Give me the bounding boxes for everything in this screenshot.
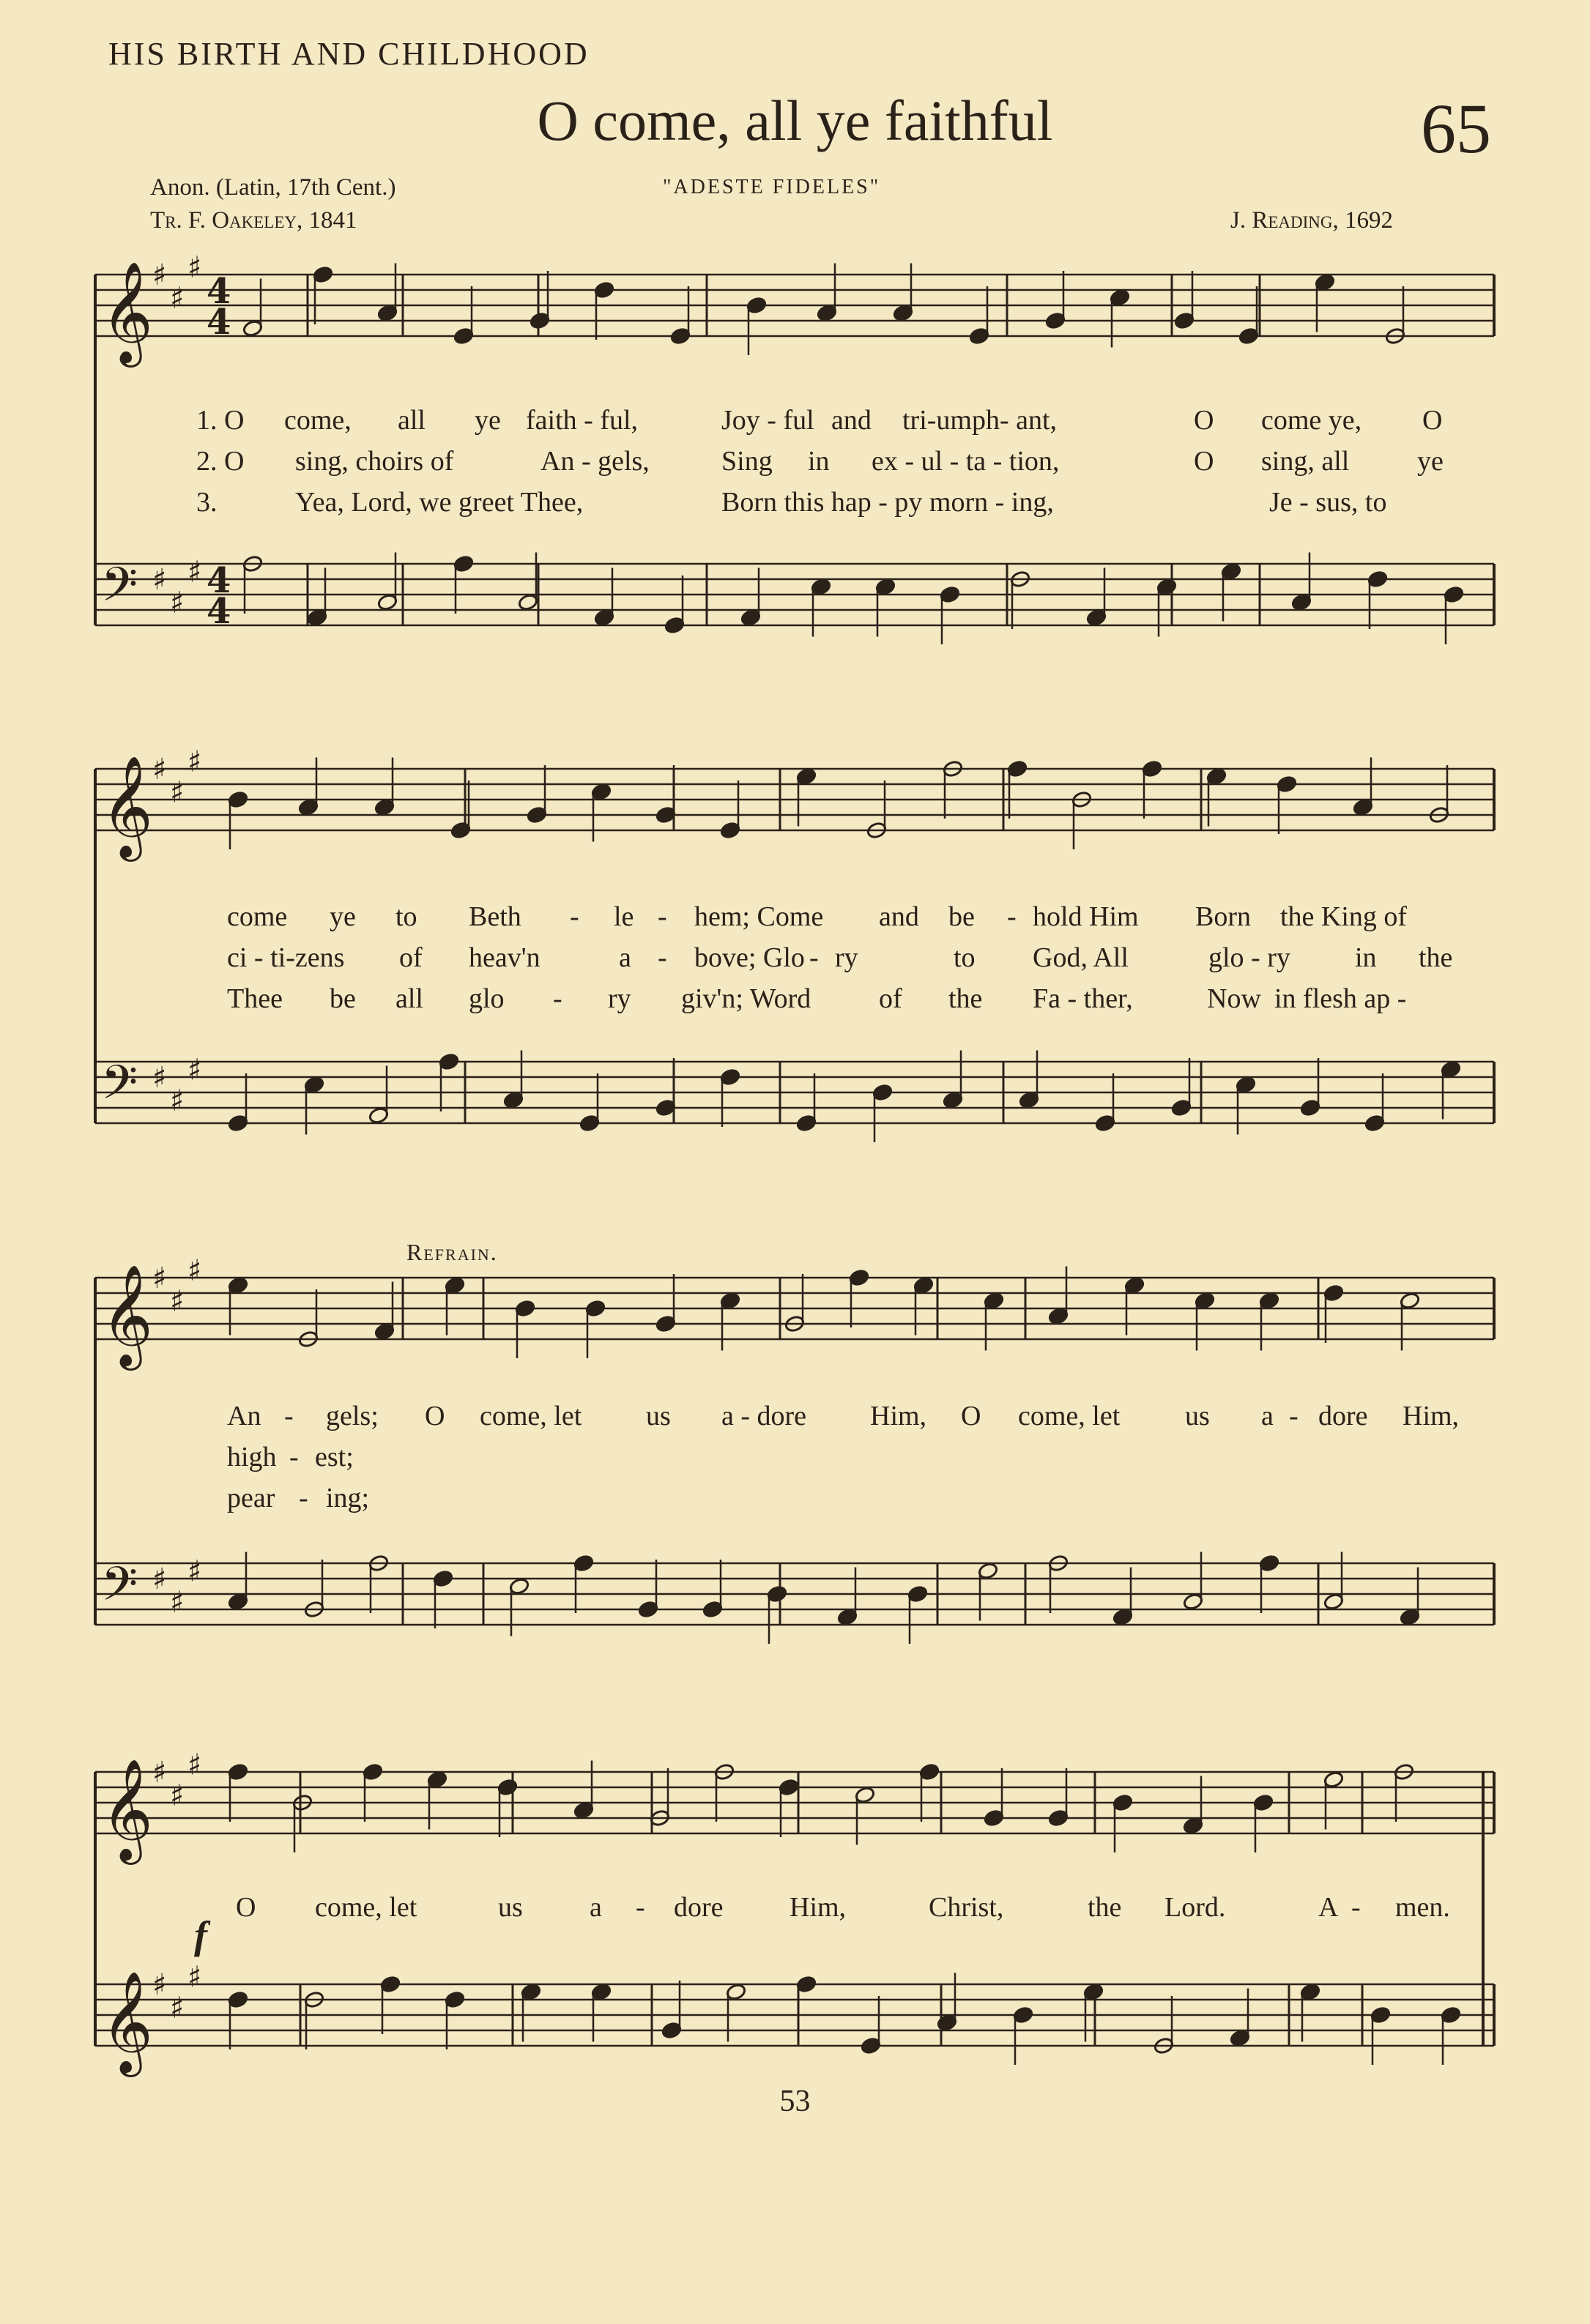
lyric-word: hold Him xyxy=(1033,901,1139,932)
lyric-word: in xyxy=(808,446,830,477)
lyric-word: - xyxy=(1007,901,1017,932)
lyric-word: in xyxy=(1355,942,1377,973)
lyric-word: dore xyxy=(674,1892,724,1923)
sharp-icon: ♯ xyxy=(187,1554,202,1589)
refrain-label: Refrain. xyxy=(406,1239,498,1265)
lyric-word: sing, choirs of xyxy=(295,446,454,477)
translator-credit: Tr. F. Oakeley, 1841 xyxy=(150,207,357,234)
lyric-word: come, let xyxy=(1018,1401,1121,1431)
lyric-word: men. xyxy=(1395,1892,1450,1923)
time-signature-numeral: 4 xyxy=(207,302,231,343)
sharp-icon: ♯ xyxy=(187,745,202,779)
lyric-word: 2. O xyxy=(196,446,245,477)
sharp-icon: ♯ xyxy=(152,1563,167,1596)
lyric-word: dore xyxy=(1318,1401,1368,1431)
lyric-word: ye xyxy=(330,901,356,932)
lyric-word: Now xyxy=(1207,983,1261,1014)
sharp-icon: ♯ xyxy=(187,250,202,285)
sharp-icon: ♯ xyxy=(170,281,185,316)
lyric-word: O xyxy=(961,1401,981,1431)
sharp-icon: ♯ xyxy=(187,1254,202,1288)
lyric-word: a xyxy=(619,942,631,973)
lyric-word: bove; Glo xyxy=(694,942,805,973)
lyric-word: - xyxy=(636,1892,645,1923)
lyric-word: - xyxy=(1351,1892,1361,1923)
lyric-word: O xyxy=(1194,446,1214,477)
lyric-word: ing; xyxy=(326,1483,370,1513)
lyric-word: Him, xyxy=(1403,1401,1460,1431)
lyric-word: us xyxy=(498,1892,523,1923)
bass-clef-icon: 𝄢 xyxy=(101,558,138,624)
lyric-word: in flesh ap - xyxy=(1274,983,1407,1014)
sharp-icon: ♯ xyxy=(170,1084,185,1118)
lyric-word: 3. xyxy=(196,487,218,518)
sharp-icon: ♯ xyxy=(170,1991,185,2025)
lyric-word: to xyxy=(395,901,417,932)
lyric-word: O xyxy=(1194,405,1214,436)
lyric-word: all xyxy=(395,983,423,1014)
lyric-word: and xyxy=(831,405,872,436)
sharp-icon: ♯ xyxy=(152,563,167,597)
lyric-word: God, All xyxy=(1033,942,1129,973)
lyric-word: a xyxy=(1261,1401,1274,1431)
lyric-word: Born xyxy=(1195,901,1251,932)
sharp-icon: ♯ xyxy=(152,1061,167,1095)
lyric-word: Yea, Lord, we greet Thee, xyxy=(295,487,584,518)
lyric-word: us xyxy=(646,1401,671,1431)
lyric-word: us xyxy=(1185,1401,1210,1431)
lyric-word: the King of xyxy=(1280,901,1408,932)
lyric-word: tri-umph- ant, xyxy=(902,405,1058,436)
lyric-word: - xyxy=(289,1442,299,1472)
lyric-word: high xyxy=(227,1442,277,1472)
lyric-word: the xyxy=(1419,942,1453,973)
lyric-word: ry xyxy=(835,942,858,973)
sharp-icon: ♯ xyxy=(170,775,185,810)
lyric-word: Born this hap - py morn - ing, xyxy=(721,487,1054,518)
lyric-word: An xyxy=(227,1401,261,1431)
sharp-icon: ♯ xyxy=(152,258,167,292)
sharp-icon: ♯ xyxy=(187,1053,202,1087)
hymn-title: O come, all ye faithful xyxy=(537,89,1053,152)
lyric-word: of xyxy=(879,983,902,1014)
lyric-word: heav'n xyxy=(469,942,540,973)
lyric-word: Thee xyxy=(227,983,283,1014)
lyric-word: - xyxy=(570,901,579,932)
lyric-word: - xyxy=(1289,1401,1299,1431)
lyric-word: sing, all xyxy=(1261,446,1350,477)
sharp-icon: ♯ xyxy=(187,1748,202,1782)
lyric-word: Christ, xyxy=(929,1892,1004,1923)
lyric-word: O xyxy=(1422,405,1443,436)
lyric-word: Fa - ther, xyxy=(1033,983,1133,1014)
sharp-icon: ♯ xyxy=(187,1960,202,1995)
treble-clef-icon: 𝄞 xyxy=(101,261,153,363)
hymn-number: 65 xyxy=(1421,89,1491,168)
lyric-word: Him, xyxy=(870,1401,927,1431)
lyric-word: of xyxy=(399,942,423,973)
treble-clef-icon: 𝄞 xyxy=(101,1971,153,2073)
composer-credit: J. Reading, 1692 xyxy=(1230,207,1394,234)
page-number: 53 xyxy=(779,2085,811,2118)
lyric-word: Lord. xyxy=(1164,1892,1226,1923)
lyric-word: a xyxy=(590,1892,602,1923)
sharp-icon: ♯ xyxy=(170,1779,185,1813)
lyric-word: ci - ti-zens xyxy=(227,942,345,973)
sharp-icon: ♯ xyxy=(170,1585,185,1620)
lyric-word: Sing xyxy=(721,446,773,477)
sharp-icon: ♯ xyxy=(170,1284,185,1319)
lyric-word: glo - ry xyxy=(1208,942,1290,973)
sharp-icon: ♯ xyxy=(170,586,185,620)
lyric-word: come xyxy=(227,901,288,932)
lyric-word: the xyxy=(948,983,983,1014)
lyric-word: O xyxy=(425,1401,445,1431)
lyric-word: pear xyxy=(227,1483,275,1513)
lyric-word: le xyxy=(614,901,634,932)
lyric-word: gels; xyxy=(326,1401,379,1431)
treble-clef-icon: 𝄞 xyxy=(101,1759,153,1861)
lyric-word: - xyxy=(809,942,819,973)
lyric-word: - xyxy=(299,1483,308,1513)
time-signature-numeral: 4 xyxy=(207,560,231,601)
lyric-word: A xyxy=(1318,1892,1339,1923)
lyric-word: all xyxy=(398,405,426,436)
lyric-word: - xyxy=(658,942,667,973)
lyric-word: hem; Come xyxy=(694,901,824,932)
lyric-word: be xyxy=(948,901,975,932)
lyric-word: O xyxy=(236,1892,256,1923)
sharp-icon: ♯ xyxy=(152,1968,167,2002)
tune-name: "ADESTE FIDELES" xyxy=(663,176,881,198)
lyric-word: come, let xyxy=(315,1892,417,1923)
lyric-word: Beth xyxy=(469,901,521,932)
lyric-word: Joy - ful xyxy=(721,405,814,436)
author-credit: Anon. (Latin, 17th Cent.) xyxy=(150,174,396,201)
bass-clef-icon: 𝄢 xyxy=(101,1557,138,1623)
lyric-word: ry xyxy=(608,983,631,1014)
lyric-word: come ye, xyxy=(1261,405,1362,436)
lyric-word: a - dore xyxy=(721,1401,807,1431)
sharp-icon: ♯ xyxy=(187,555,202,589)
lyric-word: come, let xyxy=(480,1401,582,1431)
lyric-word: ye xyxy=(1417,446,1444,477)
sharp-icon: ♯ xyxy=(152,1262,167,1295)
lyric-word: come, xyxy=(284,405,352,436)
treble-clef-icon: 𝄞 xyxy=(101,756,153,857)
treble-clef-icon: 𝄞 xyxy=(101,1265,153,1366)
time-signature-numeral: 4 xyxy=(207,271,231,312)
lyric-word: est; xyxy=(315,1442,354,1472)
lyric-word: ye xyxy=(475,405,501,436)
lyric-word: An - gels, xyxy=(540,446,650,477)
bass-clef-icon: 𝄢 xyxy=(101,1056,138,1122)
lyric-word: glo xyxy=(469,983,505,1014)
time-signature-numeral: 4 xyxy=(207,591,231,632)
lyric-word: - xyxy=(284,1401,294,1431)
lyric-word: Je - sus, to xyxy=(1269,487,1387,518)
lyric-word: - xyxy=(553,983,562,1014)
lyric-word: faith - ful, xyxy=(526,405,639,436)
lyric-word: Him, xyxy=(790,1892,847,1923)
lyric-word: - xyxy=(658,901,667,932)
sharp-icon: ♯ xyxy=(152,753,167,786)
lyric-word: be xyxy=(330,983,356,1014)
lyric-word: ex - ul - ta - tion, xyxy=(872,446,1060,477)
lyric-word: 1. O xyxy=(196,405,245,436)
lyric-word: to xyxy=(954,942,976,973)
lyric-word: and xyxy=(879,901,919,932)
lyric-word: the xyxy=(1088,1892,1122,1923)
section-title: HIS BIRTH AND CHILDHOOD xyxy=(108,36,590,72)
lyric-word: giv'n; Word xyxy=(681,983,811,1014)
sharp-icon: ♯ xyxy=(152,1756,167,1789)
dynamic-forte: f xyxy=(194,1913,207,1957)
